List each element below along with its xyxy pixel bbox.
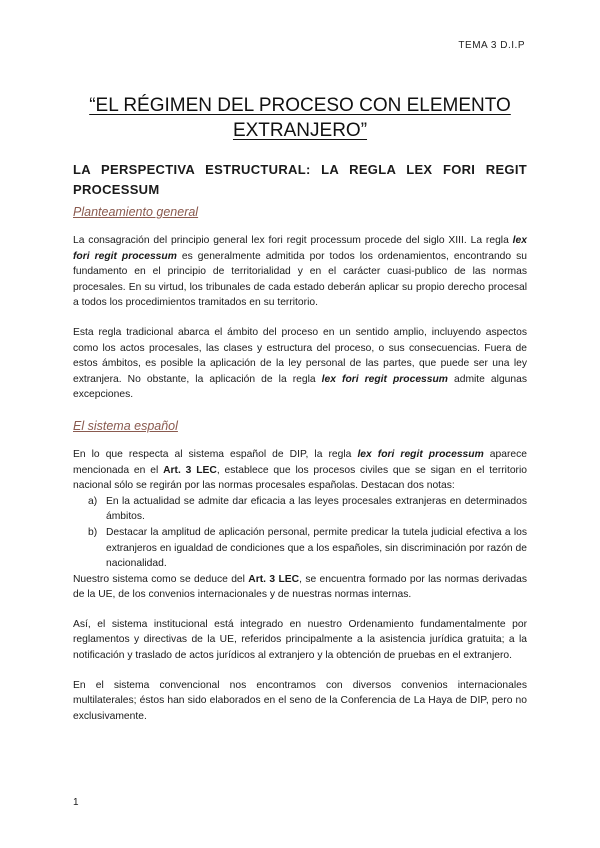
notes-list xyxy=(73,494,527,572)
article-reference: Art. 3 LEC xyxy=(163,464,217,476)
list-item xyxy=(88,494,527,525)
paragraph-text: aparece mencionada en el xyxy=(73,448,527,476)
section-title-line-1: LA PERSPECTIVA ESTRUCTURAL: LA REGLA LEX FORI REGIT xyxy=(73,162,527,177)
paragraph-text: admite algunas excepciones. xyxy=(73,373,528,401)
section-title xyxy=(73,160,527,200)
paragraph xyxy=(73,572,527,603)
list-item-text: En la actualidad se admite dar eficacia a las leyes procesales extranjeras en determinados ámbitos. xyxy=(106,495,527,523)
subheading-planteamiento: Planteamiento general xyxy=(73,205,199,219)
paragraph-text: , se encuentra formado por las normas derivadas de la UE, de los convenios internacionales y de nuestras normas internas. xyxy=(73,573,527,601)
page-number: 1 xyxy=(73,797,79,808)
document-title-line-2: EXTRANJERO” xyxy=(232,120,368,141)
paragraph xyxy=(73,447,527,494)
emphasis-term: lex fori regit processum xyxy=(357,448,484,460)
section-title-line-2: PROCESSUM xyxy=(73,182,160,197)
document-title xyxy=(72,93,528,143)
list-marker: b) xyxy=(88,526,98,538)
paragraph-text: En lo que respecta al sistema español de DIP, la regla xyxy=(73,448,358,460)
page-header-label: TEMA 3 D.I.P xyxy=(458,40,525,51)
article-reference: Art. 3 LEC xyxy=(248,573,300,585)
paragraph-text: La consagración del principio general lex fori regit processum procede del siglo XIII. La regla xyxy=(73,235,513,246)
emphasis-term: lex fori regit processum xyxy=(73,235,527,262)
paragraph: En el sistema convencional nos encontramos con diversos convenios internacionales multilaterales; éstos han sido elaborados en el seno de la Conferencia de La Haya de DIP, pero no exclusivamente. xyxy=(73,679,527,722)
document-title-line-1: “EL RÉGIMEN DEL PROCESO CON ELEMENTO xyxy=(89,95,511,116)
subheading-sistema-espanol: El sistema español xyxy=(73,418,178,433)
emphasis-term: lex fori regit processum xyxy=(321,373,448,385)
paragraph-text: , establece que los procesos civiles que se sigan en el territorio nacional sólo se regirán por las normas procesales españolas. Destacan dos notas: xyxy=(73,464,528,492)
paragraph-text: Nuestro sistema como se deduce del xyxy=(73,573,249,585)
document-body xyxy=(73,160,527,738)
list-item xyxy=(88,525,527,572)
paragraph xyxy=(73,325,527,403)
paragraph: Así, el sistema institucional está integrado en nuestro Ordenamiento fundamentalmente por reglamentos y directivas de la UE, referidos principalmente a la asistencia jurídica gratuita; a la notificación y traslado de actos jurídicos al extranjero y la obtención de pruebas en el extranjero. xyxy=(73,618,527,662)
paragraph-text: es generalmente admitida por todos los ordenamientos, encontrando su fundamento en el principio de territorialidad y en el carácter cuasi-publico de las normas procesales. En su virtud, los tribunales de cada estado deberán aplicar su propio derecho procesal a todos los procedimientos tramitados en su territorio. xyxy=(73,250,527,309)
paragraph xyxy=(73,233,527,311)
list-item-text: Destacar la amplitud de aplicación personal, permite predicar la tutela judicial efectiva a los extranjeros en igualdad de condiciones que a los españoles, sin discriminación por razón de nacionalidad. xyxy=(106,526,527,570)
list-marker: a) xyxy=(88,495,98,507)
paragraph-text: Esta regla tradicional abarca el ámbito del proceso en un sentido amplio, incluyendo aspectos como los actos procesales, las clases y estructura del proceso, o sus consecuencias. Fuera de estos ámbitos, es posible la aplicación de la ley personal de las partes, que puede ser una ley extranjera. No obstante, la aplicación de la regla xyxy=(73,326,527,385)
